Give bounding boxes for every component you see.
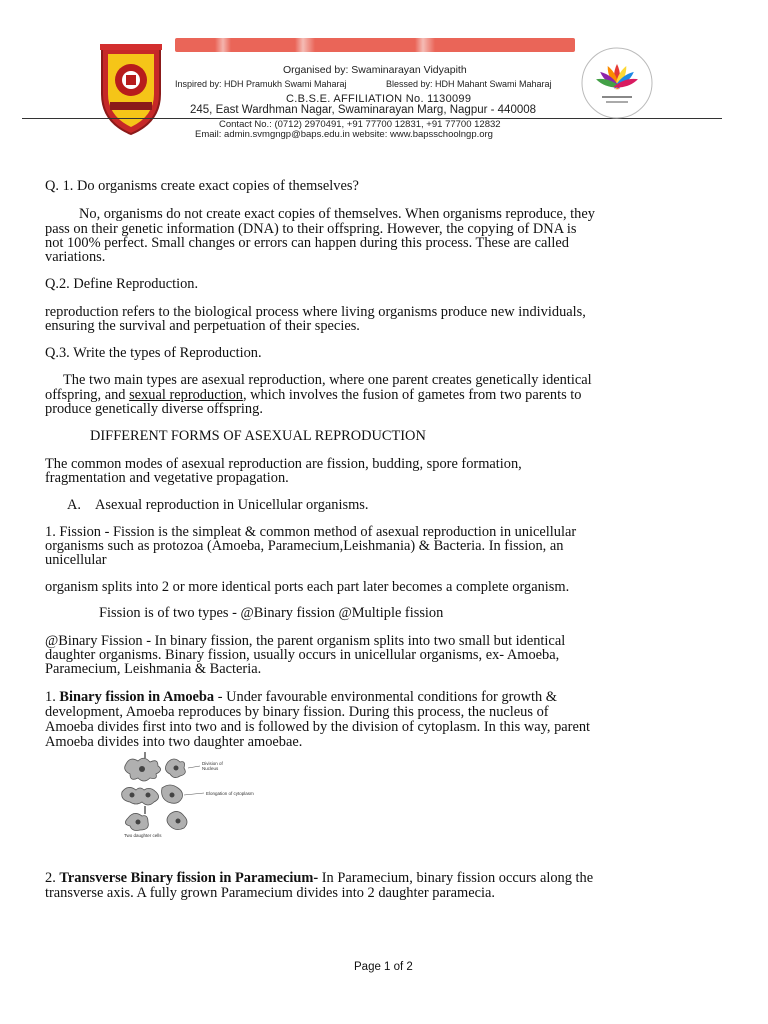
amoeba-heading: Binary fission in Amoeba [59, 689, 215, 705]
answer-3-line-1: The two main types are asexual reproduction, where one parent creates genetically identical [63, 372, 592, 388]
amoeba-line-2: development, Amoeba reproduces by binary fission. During this process, the nucleus of [45, 704, 549, 720]
amoeba-line-3: Amoeba divides first into two and is followed by the division of cytoplasm. In this way, parent [45, 719, 591, 735]
binary-fission-line-1: @Binary Fission - In binary fission, the parent organism splits into two small but identical [45, 633, 566, 649]
fission-types: Fission is of two types - @Binary fission @Multiple fission [99, 605, 444, 621]
organised-by-text: Organised by: Swaminarayan Vidyapith [283, 64, 467, 76]
answer-3-text-end: , which involves the fusion of gametes from two parents to [242, 387, 582, 403]
question-3: Q.3. Write the types of Reproduction. [45, 345, 262, 361]
diagram-label-division: Division of [202, 761, 223, 766]
amoeba-cell-3 [122, 787, 159, 805]
school-crest-logo [96, 44, 166, 136]
answer-3-line-3: produce genetically diverse offspring. [45, 401, 263, 417]
binary-fission-line-3: Paramecium, Leishmania & Bacteria. [45, 661, 262, 677]
fission-line-3: unicellular [45, 552, 107, 568]
address-text: 245, East Wardhman Nagar, Swaminarayan Marg, Nagpur - 440008 [190, 104, 537, 116]
amoeba-text: - Under favourable environmental conditions for growth & [214, 689, 558, 705]
anniversary-logo [580, 46, 654, 120]
diagram-label-nucleus: Nucleus [202, 766, 219, 771]
answer-1-line-4: variations. [45, 249, 106, 265]
modes-line-2: fragmentation and vegetative propagation. [45, 470, 289, 486]
amoeba-fission-diagram [118, 752, 278, 838]
list-item-a: Asexual reproduction in Unicellular organisms. [95, 497, 369, 513]
school-name-banner [175, 34, 575, 56]
amoeba-nucleus-2 [174, 766, 179, 771]
question-2: Q.2. Define Reproduction. [45, 276, 199, 292]
sexual-reproduction-link[interactable]: sexual reproduction [129, 387, 243, 403]
answer-1-line-1: No, organisms do not create exact copies of themselves. When organisms reproduce, they [79, 206, 595, 222]
paramecium-number: 2. [45, 870, 60, 886]
question-1: Q. 1. Do organisms create exact copies of themselves? [45, 178, 359, 194]
binary-fission-line-2: daughter organisms. Binary fission, usually occurs in unicellular organisms, ex- Amoeba, [45, 647, 560, 663]
section-heading: DIFFERENT FORMS OF ASEXUAL REPRODUCTION [90, 428, 426, 444]
paramecium-line-1 [45, 871, 725, 886]
fission-line-1: 1. Fission - Fission is the simpleat & common method of asexual reproduction in unicellular [45, 524, 577, 540]
amoeba-nucleus-1 [139, 766, 145, 772]
answer-3-text: offspring, and [45, 387, 130, 403]
email-website-text: Email: admin.svmgngp@baps.edu.in website: www.bapsschoolngp.org [195, 129, 493, 140]
modes-line-1: The common modes of asexual reproduction are fission, budding, spore formation, [45, 456, 522, 472]
letterhead [0, 0, 768, 150]
answer-2-line-1: reproduction refers to the biological process where living organisms produce new individuals, [45, 304, 586, 320]
amoeba-line-1 [45, 690, 725, 705]
list-marker-a: A. [67, 497, 81, 513]
contact-text: Contact No.: (0712) 2970491, +91 77700 12831, +91 77700 12832 [219, 119, 501, 130]
page-number: Page 1 of 2 [354, 961, 413, 973]
amoeba-number: 1. [45, 689, 60, 705]
diagram-label-elongation: Elongation of cytoplasm [206, 791, 254, 796]
fission-line-4: organism splits into 2 or more identical ports each part later becomes a complete organism. [45, 579, 570, 595]
paramecium-text: In Paramecium, binary fission occurs along the [318, 870, 594, 886]
fission-line-2: organisms such as protozoa (Amoeba, Paramecium,Leishmania) & Bacteria. In fission, an [45, 538, 564, 554]
amoeba-line-4: Amoeba divides into two daughter amoebae. [45, 734, 303, 750]
affiliation-text: C.B.S.E. AFFILIATION No. 1130099 [286, 93, 472, 105]
paramecium-heading: Transverse Binary fission in Paramecium- [59, 870, 319, 886]
diagram-label-daughter: Two daughter cells [124, 833, 162, 838]
answer-2-line-2: ensuring the survival and perpetuation of their species. [45, 318, 360, 334]
inspired-by-text: Inspired by: HDH Pramukh Swami Maharaj [175, 79, 347, 89]
blessed-by-text: Blessed by: HDH Mahant Swami Maharaj [386, 79, 552, 89]
answer-1-line-2: pass on their genetic information (DNA) to their offspring. However, the copying of DNA is [45, 221, 577, 237]
paramecium-line-2: transverse axis. A fully grown Paramecium divides into 2 daughter paramecia. [45, 885, 495, 901]
answer-1-line-3: not 100% perfect. Small changes or errors can happen during this process. These are called [45, 235, 570, 251]
